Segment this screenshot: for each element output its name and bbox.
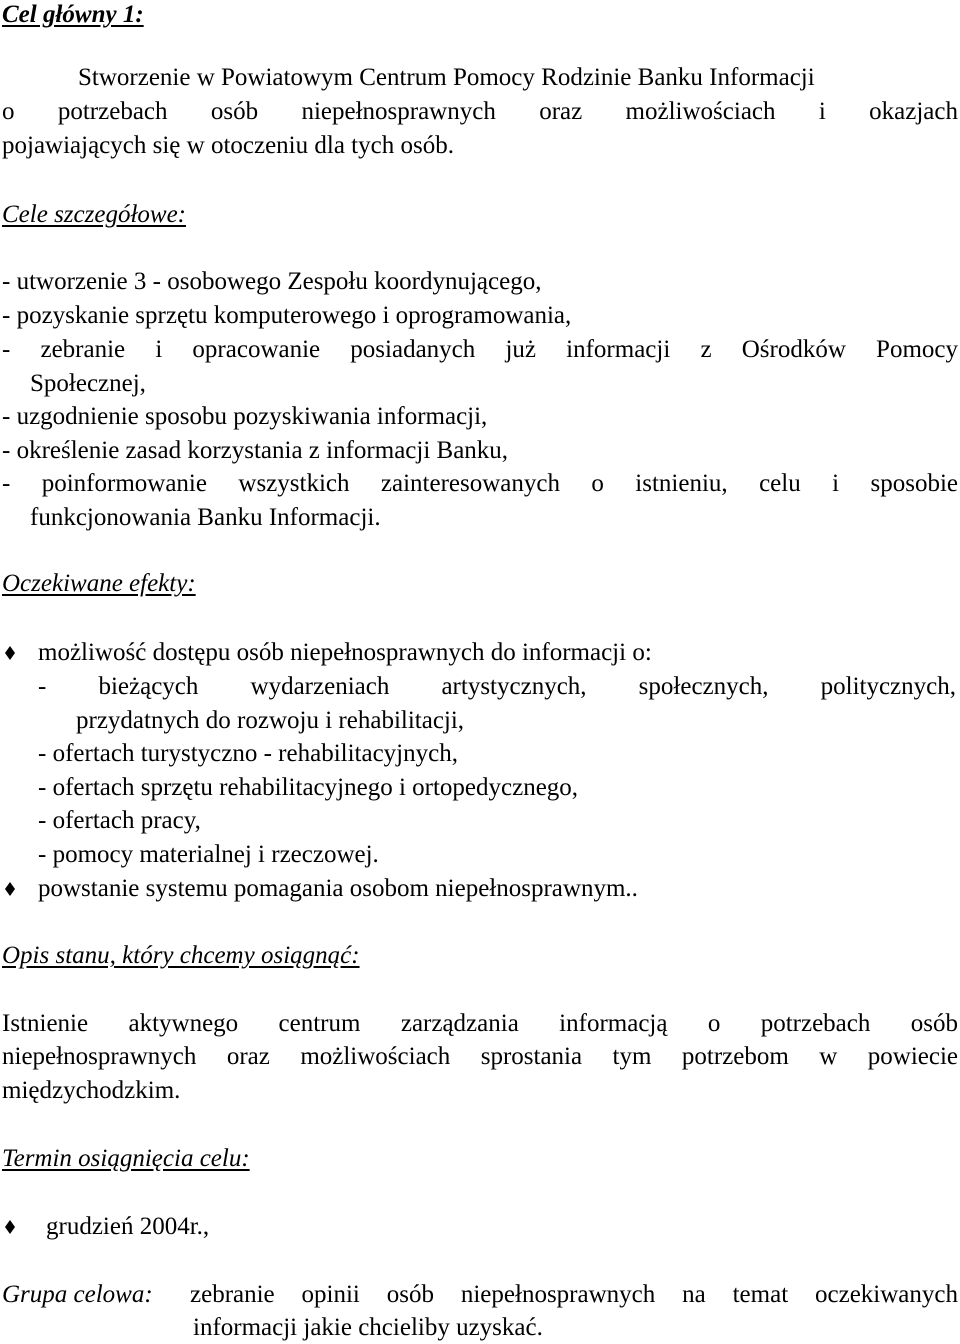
effect-sub-item-cont: przydatnych do rozwoju i rehabilitacji, xyxy=(76,707,465,734)
effect-sub-item: - pomocy materialnej i rzeczowej. xyxy=(38,841,379,868)
detailed-goal-item: - poinformowanie wszystkich zainteresowanych o istnieniu, celu i sposobie xyxy=(2,470,958,497)
diamond-bullet-icon xyxy=(5,882,15,896)
expected-effects-heading: Oczekiwane efekty: xyxy=(2,570,196,597)
target-group-label: Grupa celowa: xyxy=(2,1281,153,1308)
detailed-goal-item: - uzgodnienie sposobu pozyskiwania informacji, xyxy=(2,403,488,430)
detailed-goals-heading: Cele szczegółowe: xyxy=(2,201,186,228)
effect-sub-item: - bieżących wydarzeniach artystycznych, społecznych, politycznych, xyxy=(38,673,956,700)
detailed-goal-item: - określenie zasad korzystania z informacji Banku, xyxy=(2,437,509,464)
main-goal-line-1: Stworzenie w Powiatowym Centrum Pomocy Rodzinie Banku Informacji xyxy=(78,64,815,91)
diamond-bullet-icon xyxy=(5,646,15,660)
detailed-goal-item-cont: Społecznej, xyxy=(30,370,146,397)
effect-bullet-2: powstanie systemu pomagania osobom niepełnosprawnym.. xyxy=(38,875,638,902)
main-goal-line-2: o potrzebach osób niepełnosprawnych oraz możliwościach i okazjach xyxy=(2,98,958,125)
effect-sub-item: - ofertach sprzętu rehabilitacyjnego i ortopedycznego, xyxy=(38,774,579,801)
detailed-goal-item: - utworzenie 3 - osobowego Zespołu koordynującego, xyxy=(2,268,542,295)
target-group-text: zebranie opinii osób niepełnosprawnych na temat oczekiwanych xyxy=(190,1281,958,1308)
diamond-bullet-icon xyxy=(5,1220,15,1234)
target-state-line: międzychodzkim. xyxy=(2,1077,181,1104)
deadline-heading: Termin osiągnięcia celu: xyxy=(2,1145,250,1172)
main-goal-title: Cel główny 1: xyxy=(2,1,144,28)
detailed-goal-item: - pozyskanie sprzętu komputerowego i oprogramowania, xyxy=(2,302,572,329)
effect-sub-item: - ofertach pracy, xyxy=(38,807,201,834)
target-state-line: niepełnosprawnych oraz możliwościach sprostania tym potrzebom w powiecie xyxy=(2,1043,958,1070)
effect-sub-item: - ofertach turystyczno - rehabilitacyjnych, xyxy=(38,740,458,767)
detailed-goal-item-cont: funkcjonowania Banku Informacji. xyxy=(30,504,381,531)
main-goal-line-3: pojawiających się w otoczeniu dla tych osób. xyxy=(2,132,454,159)
deadline-value: grudzień 2004r., xyxy=(46,1213,210,1240)
detailed-goal-item: - zebranie i opracowanie posiadanych już informacji z Ośrodków Pomocy xyxy=(2,336,958,363)
target-group-text-cont: informacji jakie chcieliby uzyskać. xyxy=(193,1314,543,1341)
target-state-heading: Opis stanu, który chcemy osiągnąć: xyxy=(2,942,360,969)
effect-bullet-1: możliwość dostępu osób niepełnosprawnych do informacji o: xyxy=(38,639,652,666)
target-state-line: Istnienie aktywnego centrum zarządzania informacją o potrzebach osób xyxy=(2,1010,958,1037)
